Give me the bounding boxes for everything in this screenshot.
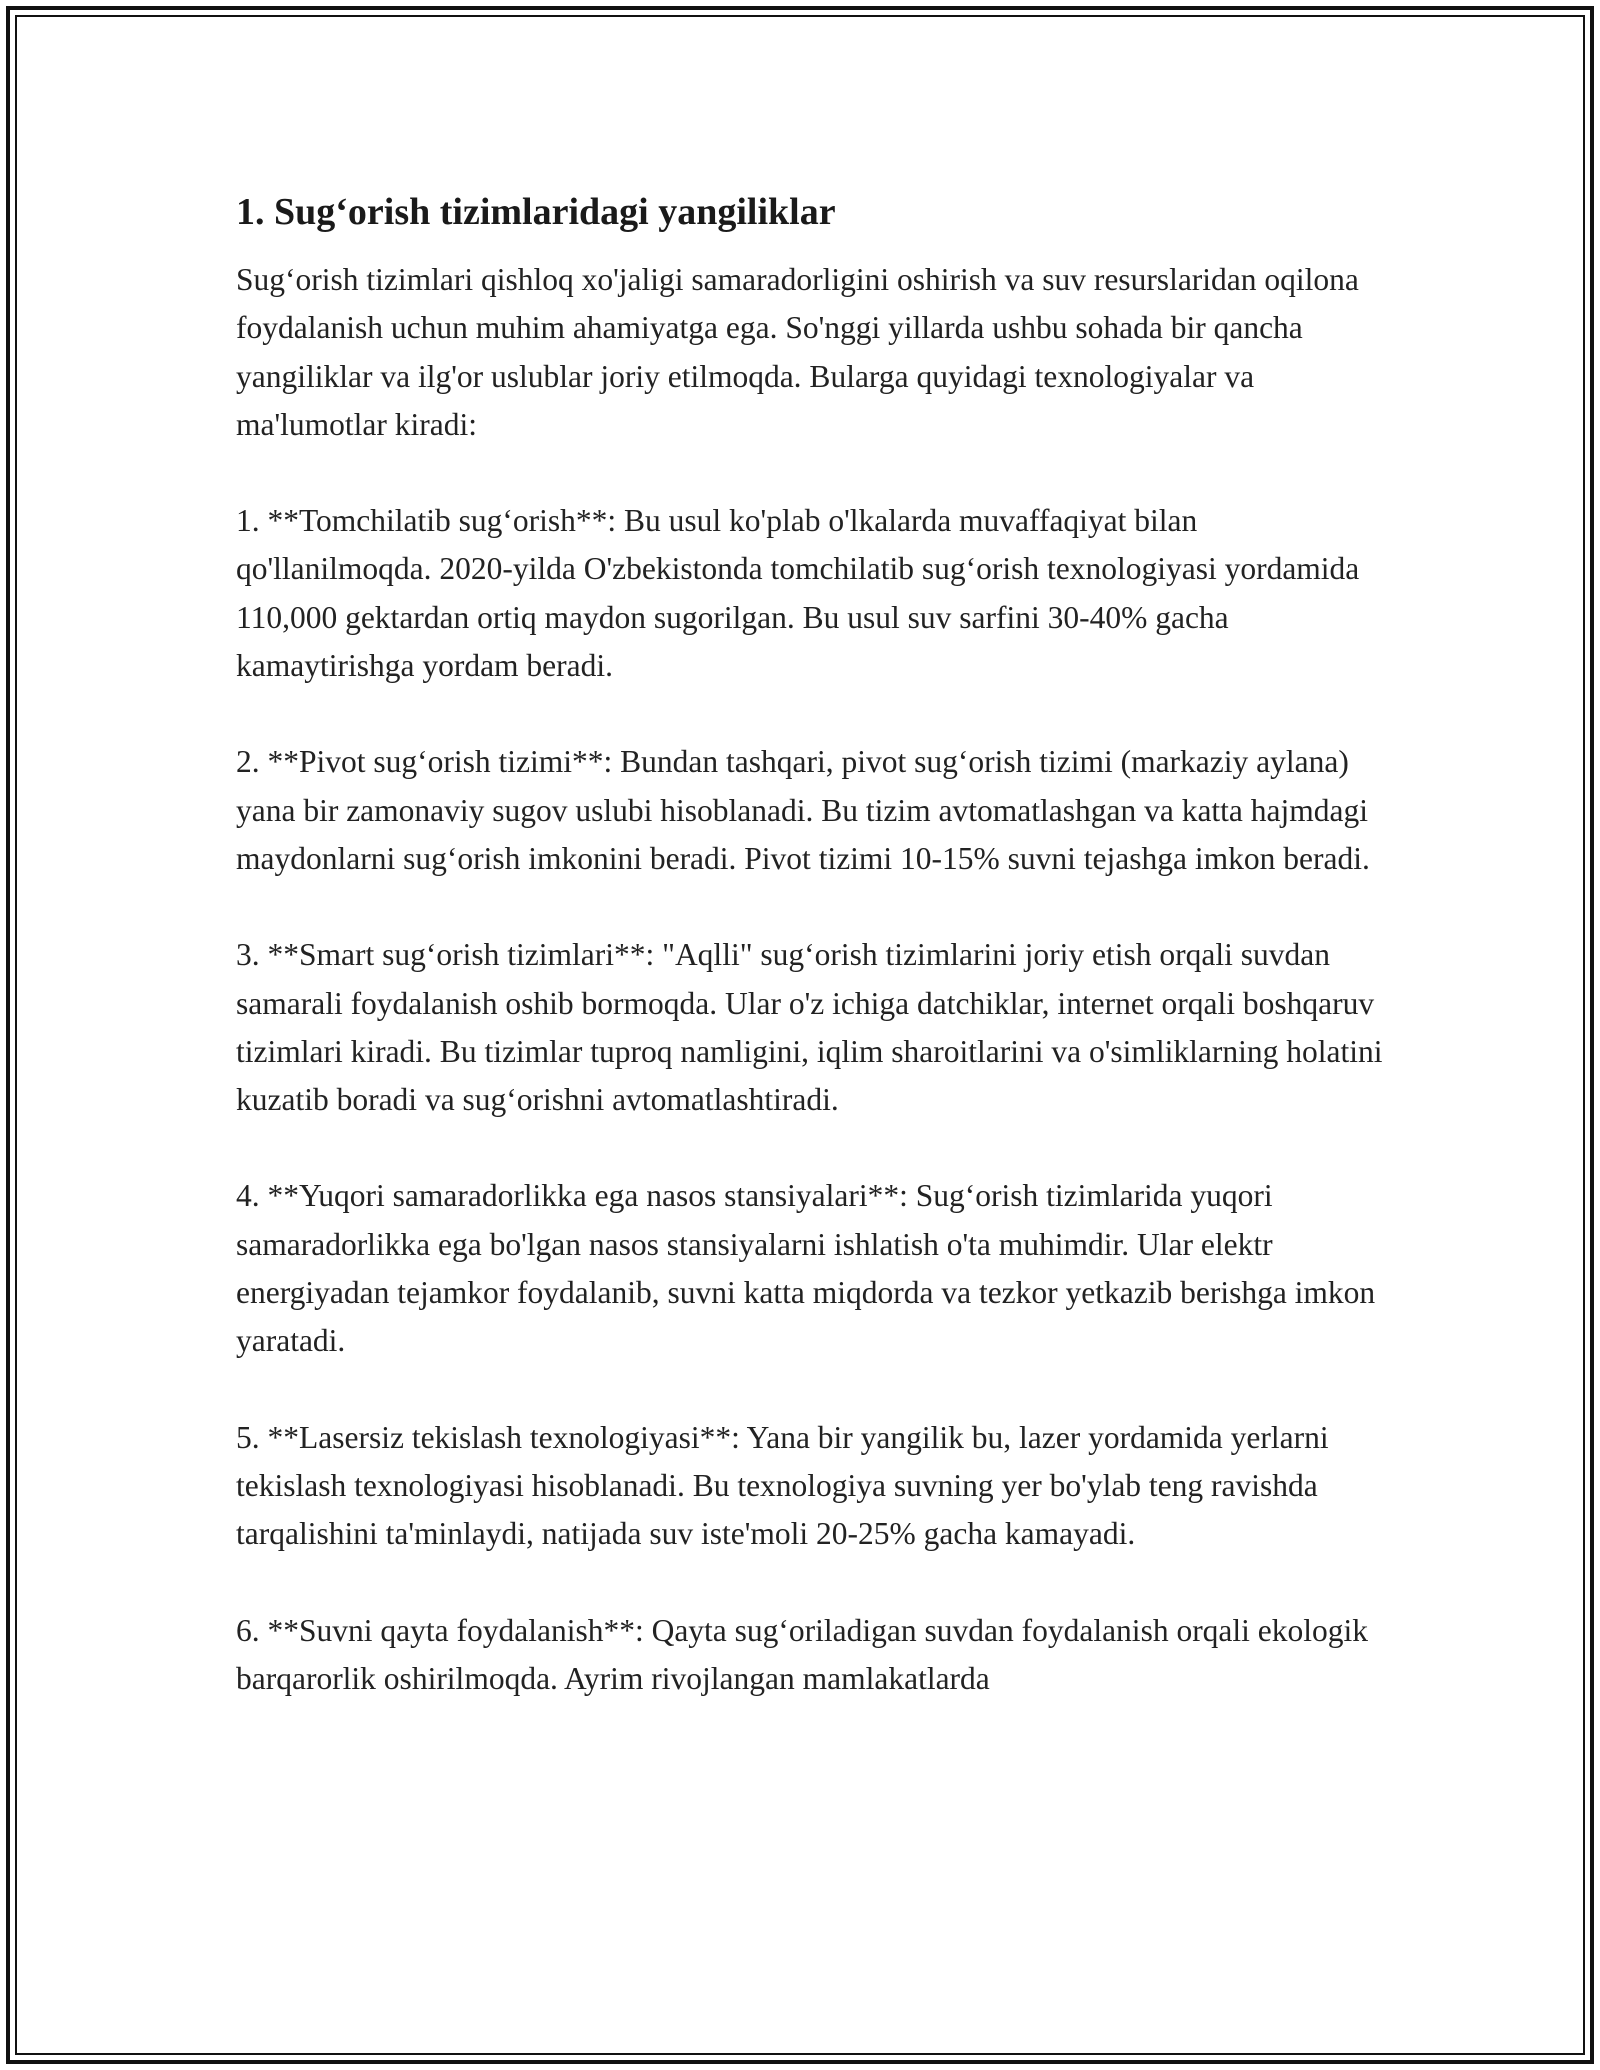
intro-paragraph: Sug‘orish tizimlari qishloq xo'jaligi samaradorligini oshirish va suv resurslaridan oqilona foydalanish uchun muhim ahamiyatga ega. So'nggi yillarda ushbu sohada bir qancha yangiliklar va ilg'or uslublar joriy etilmoqda. Bularga quyidagi texnologiyalar va ma'lumotlar kiradi: (236, 262, 1359, 442)
section-heading: 1. Sug‘orish tizimlaridagi yangiliklar (236, 191, 836, 233)
paragraph-pivot-irrigation: 2. **Pivot sug‘orish tizimi**: Bundan tashqari, pivot sug‘orish tizimi (markaziy aylana) yana bir zamonaviy sugov uslubi hisoblanadi. Bu tizim avtomatlashgan va katta hajmdagi maydonlarni sug‘orish imkonini beradi. Pivot tizimi 10-15% suvni tejashga imkon beradi. (236, 744, 1370, 876)
paragraph-smart-irrigation: 3. **Smart sug‘orish tizimlari**: "Aqlli" sug‘orish tizimlarini joriy etish orqali suvdan samarali foydalanish oshib bormoqda. Ular o'z ichiga datchiklar, internet orqali boshqaruv tizimlari kiradi. Bu tizimlar tuproq namligini, iqlim sharoitlarini va o'simliklarning holatini kuzatib boradi va sug‘orishni avtomatlashtiradi. (236, 937, 1383, 1118)
paragraph-pump-stations: 4. **Yuqori samaradorlikka ega nasos stansiyalari**: Sug‘orish tizimlarida yuqori samaradorlikka ega bo'lgan nasos stansiyalarni ishlatish o'ta muhimdir. Ular elektr energiyadan tejamkor foydalanib, suvni katta miqdorda va tezkor yetkazib berishga imkon yaratadi. (236, 1178, 1376, 1359)
paragraph-water-reuse: 6. **Suvni qayta foydalanish**: Qayta sug‘oriladigan suvdan foydalanish orqali ekologik barqarorlik oshirilmoqda. Ayrim rivojlangan mamlakatlarda (236, 1612, 1369, 1696)
document-body (236, 188, 1396, 1703)
paragraph-drip-irrigation: 1. **Tomchilatib sug‘orish**: Bu usul ko'plab o'lkalarda muvaffaqiyat bilan qo'llanilmoqda. 2020-yilda O'zbekistonda tomchilatib sug‘orish texnologiyasi yordamida 110,000 gektardan ortiq maydon sugorilgan. Bu usul suv sarfini 30-40% gacha kamaytirishga yordam beradi. (236, 503, 1360, 684)
paragraph-land-leveling: 5. **Lasersiz tekislash texnologiyasi**: Yana bir yangilik bu, lazer yordamida yerlarni tekislash texnologiyasi hisoblanadi. Bu texnologiya suvning yer bo'ylab teng ravishda tarqalishini ta'minlaydi, natijada suv iste'moli 20-25% gacha kamayadi. (236, 1419, 1329, 1552)
